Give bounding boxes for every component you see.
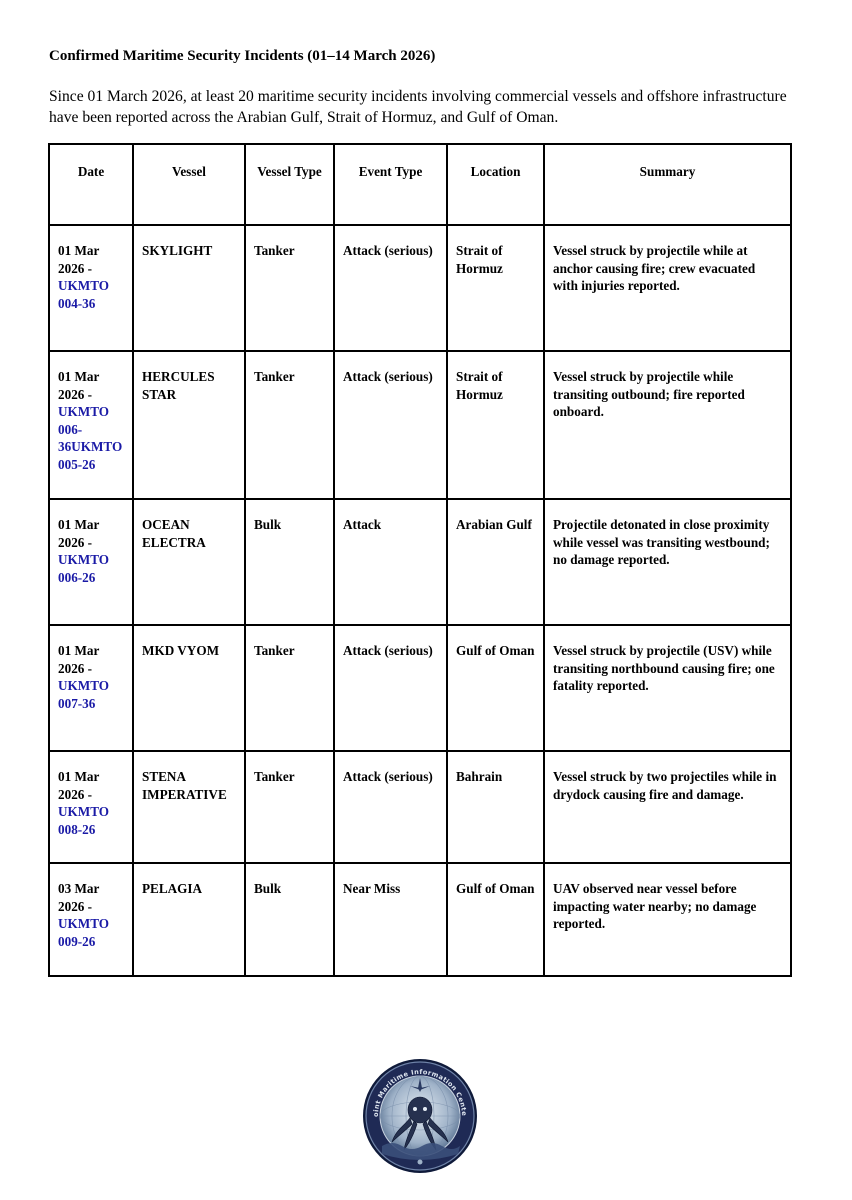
location-cell: Strait of Hormuz	[447, 351, 544, 499]
date-text: 01 Mar 2026 -	[58, 243, 100, 276]
date-text: 01 Mar 2026 -	[58, 369, 100, 402]
vessel-type-cell: Tanker	[245, 225, 334, 351]
octopus-emblem-icon	[362, 1058, 478, 1174]
location-cell: Gulf of Oman	[447, 625, 544, 751]
location-cell: Bahrain	[447, 751, 544, 863]
ukmto-reference-link[interactable]: UKMTO 007-36	[58, 678, 110, 711]
summary-cell: Projectile detonated in close proximity while vessel was transiting westbound; no damage reported.	[544, 499, 791, 625]
vessel-type-cell: Tanker	[245, 625, 334, 751]
header-vessel: Vessel	[133, 144, 245, 225]
vessel-type-cell: Bulk	[245, 863, 334, 976]
event-type-cell: Attack (serious)	[334, 751, 447, 863]
table-row	[49, 225, 791, 351]
ukmto-reference-link[interactable]: UKMTO 008-26	[58, 804, 110, 837]
incidents-table	[48, 143, 792, 977]
event-type-cell: Near Miss	[334, 863, 447, 976]
table-header-row	[49, 144, 791, 225]
location-cell: Gulf of Oman	[447, 863, 544, 976]
summary-cell: Vessel struck by two projectiles while in drydock causing fire and damage.	[544, 751, 791, 863]
location-cell: Arabian Gulf	[447, 499, 544, 625]
ukmto-reference-link[interactable]: UKMTO 006-36UKMTO 005-26	[58, 404, 123, 472]
header-summary: Summary	[544, 144, 791, 225]
summary-cell: Vessel struck by projectile (USV) while transiting northbound causing fire; one fatality reported.	[544, 625, 791, 751]
date-text: 01 Mar 2026 -	[58, 643, 100, 676]
table-row	[49, 751, 791, 863]
vessel-cell: HERCULES STAR	[133, 351, 245, 499]
date-cell	[49, 351, 133, 499]
document-title: Confirmed Maritime Security Incidents (01–14 March 2026)	[49, 48, 436, 64]
header-event-type: Event Type	[334, 144, 447, 225]
date-cell	[49, 499, 133, 625]
date-text: 01 Mar 2026 -	[58, 517, 100, 550]
summary-cell: Vessel struck by projectile while at anchor causing fire; crew evacuated with injuries reported.	[544, 225, 791, 351]
seal-text: oint Maritime Information Cente	[371, 1067, 469, 1118]
date-text: 03 Mar 2026 -	[58, 881, 100, 914]
event-type-cell: Attack (serious)	[334, 225, 447, 351]
vessel-cell: PELAGIA	[133, 863, 245, 976]
table-row	[49, 351, 791, 499]
date-cell	[49, 751, 133, 863]
date-cell	[49, 625, 133, 751]
vessel-cell: MKD VYOM	[133, 625, 245, 751]
location-cell: Strait of Hormuz	[447, 225, 544, 351]
vessel-type-cell: Tanker	[245, 751, 334, 863]
vessel-cell: STENA IMPERATIVE	[133, 751, 245, 863]
date-cell	[49, 863, 133, 976]
header-location: Location	[447, 144, 544, 225]
vessel-cell: OCEAN ELECTRA	[133, 499, 245, 625]
vessel-cell: SKYLIGHT	[133, 225, 245, 351]
intro-paragraph: Since 01 March 2026, at least 20 maritime security incidents involving commercial vessels and offshore infrastructure have been reported across the Arabian Gulf, Strait of Hormuz, and Gulf of Oman.	[49, 88, 787, 126]
event-type-cell: Attack (serious)	[334, 625, 447, 751]
date-cell	[49, 225, 133, 351]
ukmto-reference-link[interactable]: UKMTO 004-36	[58, 278, 110, 311]
date-text: 01 Mar 2026 -	[58, 769, 100, 802]
ukmto-reference-link[interactable]: UKMTO 006-26	[58, 552, 110, 585]
table-row	[49, 625, 791, 751]
vessel-type-cell: Bulk	[245, 499, 334, 625]
summary-cell: Vessel struck by projectile while transiting outbound; fire reported onboard.	[544, 351, 791, 499]
header-vessel-type: Vessel Type	[245, 144, 334, 225]
summary-cell: UAV observed near vessel before impacting water nearby; no damage reported.	[544, 863, 791, 976]
event-type-cell: Attack	[334, 499, 447, 625]
header-date: Date	[49, 144, 133, 225]
event-type-cell: Attack (serious)	[334, 351, 447, 499]
vessel-type-cell: Tanker	[245, 351, 334, 499]
ukmto-reference-link[interactable]: UKMTO 009-26	[58, 916, 110, 949]
table-row	[49, 863, 791, 976]
table-row	[49, 499, 791, 625]
